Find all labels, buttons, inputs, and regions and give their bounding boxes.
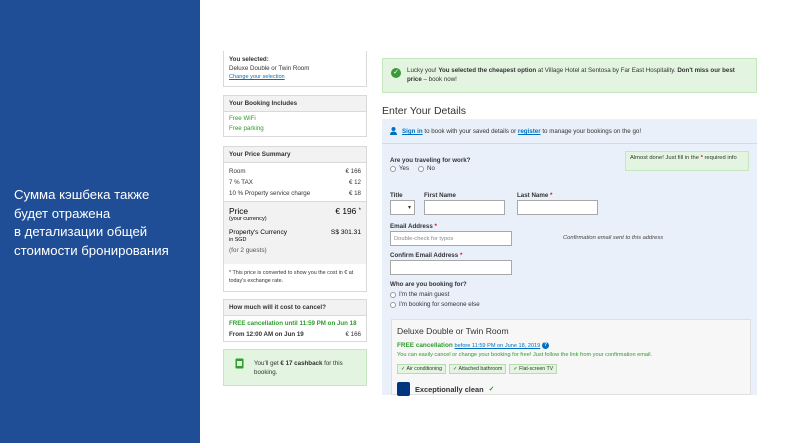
cashback-suffix: for this booking.	[254, 360, 343, 376]
cheapest-option-banner: ✓ Lucky you! You selected the cheapest option at Village Hotel at Sentosa by Far East Hospitality. Don't miss our best price – book now!	[382, 58, 757, 93]
property-currency-value: S$ 301.31	[330, 229, 361, 236]
price-sub: (your currency)	[229, 216, 267, 222]
property-currency-sub: in SGD	[229, 237, 247, 243]
main-guest-radio[interactable]: I'm the main guest	[390, 291, 449, 298]
email-label: Email Address *	[390, 223, 437, 230]
register-link[interactable]: register	[517, 128, 541, 135]
confirm-email-label: Confirm Email Address *	[390, 252, 463, 259]
wallet-icon	[235, 358, 244, 369]
chevron-down-icon: ▾	[407, 205, 411, 211]
confirmation-note: Confirmation email sent to this address	[563, 235, 664, 241]
includes-card	[223, 95, 367, 137]
price-row: 10 % Property service charge € 18	[229, 190, 361, 197]
free-cancel-row: FREE cancellation until 11:59 PM on Jun 18	[229, 320, 357, 327]
email-input[interactable]: Double-check for typos	[390, 231, 512, 246]
cancel-heading: How much will it cost to cancel?	[224, 300, 366, 316]
selection-heading: You selected:	[229, 56, 269, 63]
cancel-fee-row: From 12:00 AM on Jun 19 € 166	[229, 331, 361, 338]
title-select[interactable]	[390, 200, 415, 215]
caption	[14, 186, 196, 260]
almost-done-note: Almost done! Just fill in the * required info	[625, 151, 749, 171]
price-row: Room € 166	[229, 168, 361, 175]
room-card	[391, 319, 751, 395]
info-icon[interactable]: ?	[544, 342, 548, 348]
work-no-radio[interactable]: No	[418, 165, 435, 172]
check-icon: ✓	[488, 386, 495, 393]
clean-rating	[397, 382, 494, 396]
price-note: * This price is converted to show you the cost in € at today's exchange rate.	[229, 270, 354, 284]
amenity-tags	[397, 364, 557, 374]
first-name-input[interactable]	[424, 200, 505, 215]
cancel-card	[223, 299, 367, 342]
cashback-box	[223, 349, 367, 386]
caption-line: будет отражена	[14, 205, 111, 221]
last-name-label: Last Name *	[517, 192, 553, 199]
check-icon: ✓	[391, 68, 401, 78]
confirm-email-input[interactable]	[390, 260, 512, 275]
first-name-label: First Name	[424, 192, 456, 199]
includes-heading: Your Booking Includes	[224, 96, 366, 112]
room-desc: You can easily cancel or change your booking for free! Just follow the link from your confirmation email.	[397, 352, 653, 358]
cashback-amount: € 17 cashback	[280, 360, 323, 367]
room-free-cancel: FREE cancellation before 11:59 PM on June 18, 2019 ?	[397, 342, 548, 350]
price-row: 7 % TAX € 12	[229, 179, 361, 186]
details-form	[382, 119, 757, 395]
property-currency-label: Property's Currency	[229, 229, 288, 236]
amenity-tag: ✓ Flat-screen TV	[509, 364, 557, 374]
work-question: Are you traveling for work?	[390, 157, 471, 164]
amenity-tag: ✓ Air conditioning	[397, 364, 446, 374]
title-label: Title	[390, 192, 403, 199]
clean-badge-icon	[397, 382, 410, 396]
include-item: Free parking	[229, 125, 264, 132]
selection-room: Deluxe Double or Twin Room	[229, 65, 310, 72]
price-value: € 196	[335, 206, 357, 216]
price-summary-card	[223, 146, 367, 292]
work-yes-radio[interactable]: Yes	[390, 165, 409, 172]
cashback-prefix: You'll get	[254, 360, 281, 367]
clean-label: Exceptionally clean	[415, 384, 484, 394]
user-icon	[390, 127, 397, 135]
price-summary-heading: Your Price Summary	[224, 147, 366, 163]
caption-line: стоимости бронирования	[14, 242, 169, 258]
price-total-block: Price € 196 * (your currency) Property's Currency S$ 301.31 in SGD (for 2 guests)	[224, 202, 366, 264]
caption-line: в детализации общей	[14, 224, 148, 239]
amenity-tag: ✓ Attached bathroom	[449, 364, 506, 374]
selection-card	[223, 51, 367, 87]
sign-in-link[interactable]: Sign in	[402, 128, 423, 135]
include-item: Free WiFi	[229, 115, 256, 122]
page-title: Enter Your Details	[382, 105, 467, 117]
someone-else-radio[interactable]: I'm booking for someone else	[390, 301, 480, 308]
signin-bar: Sign in to book with your saved details or register to manage your bookings on the go!	[382, 119, 757, 144]
guests-note: (for 2 guests)	[229, 247, 267, 254]
price-label: Price	[229, 206, 249, 216]
last-name-input[interactable]	[517, 200, 598, 215]
caption-line: Сумма кэшбека также	[14, 187, 150, 202]
room-title: Deluxe Double or Twin Room	[397, 326, 509, 336]
change-selection-link[interactable]: Change your selection	[229, 74, 285, 80]
booking-for-question: Who are you booking for?	[390, 281, 467, 288]
left-panel	[0, 0, 200, 443]
